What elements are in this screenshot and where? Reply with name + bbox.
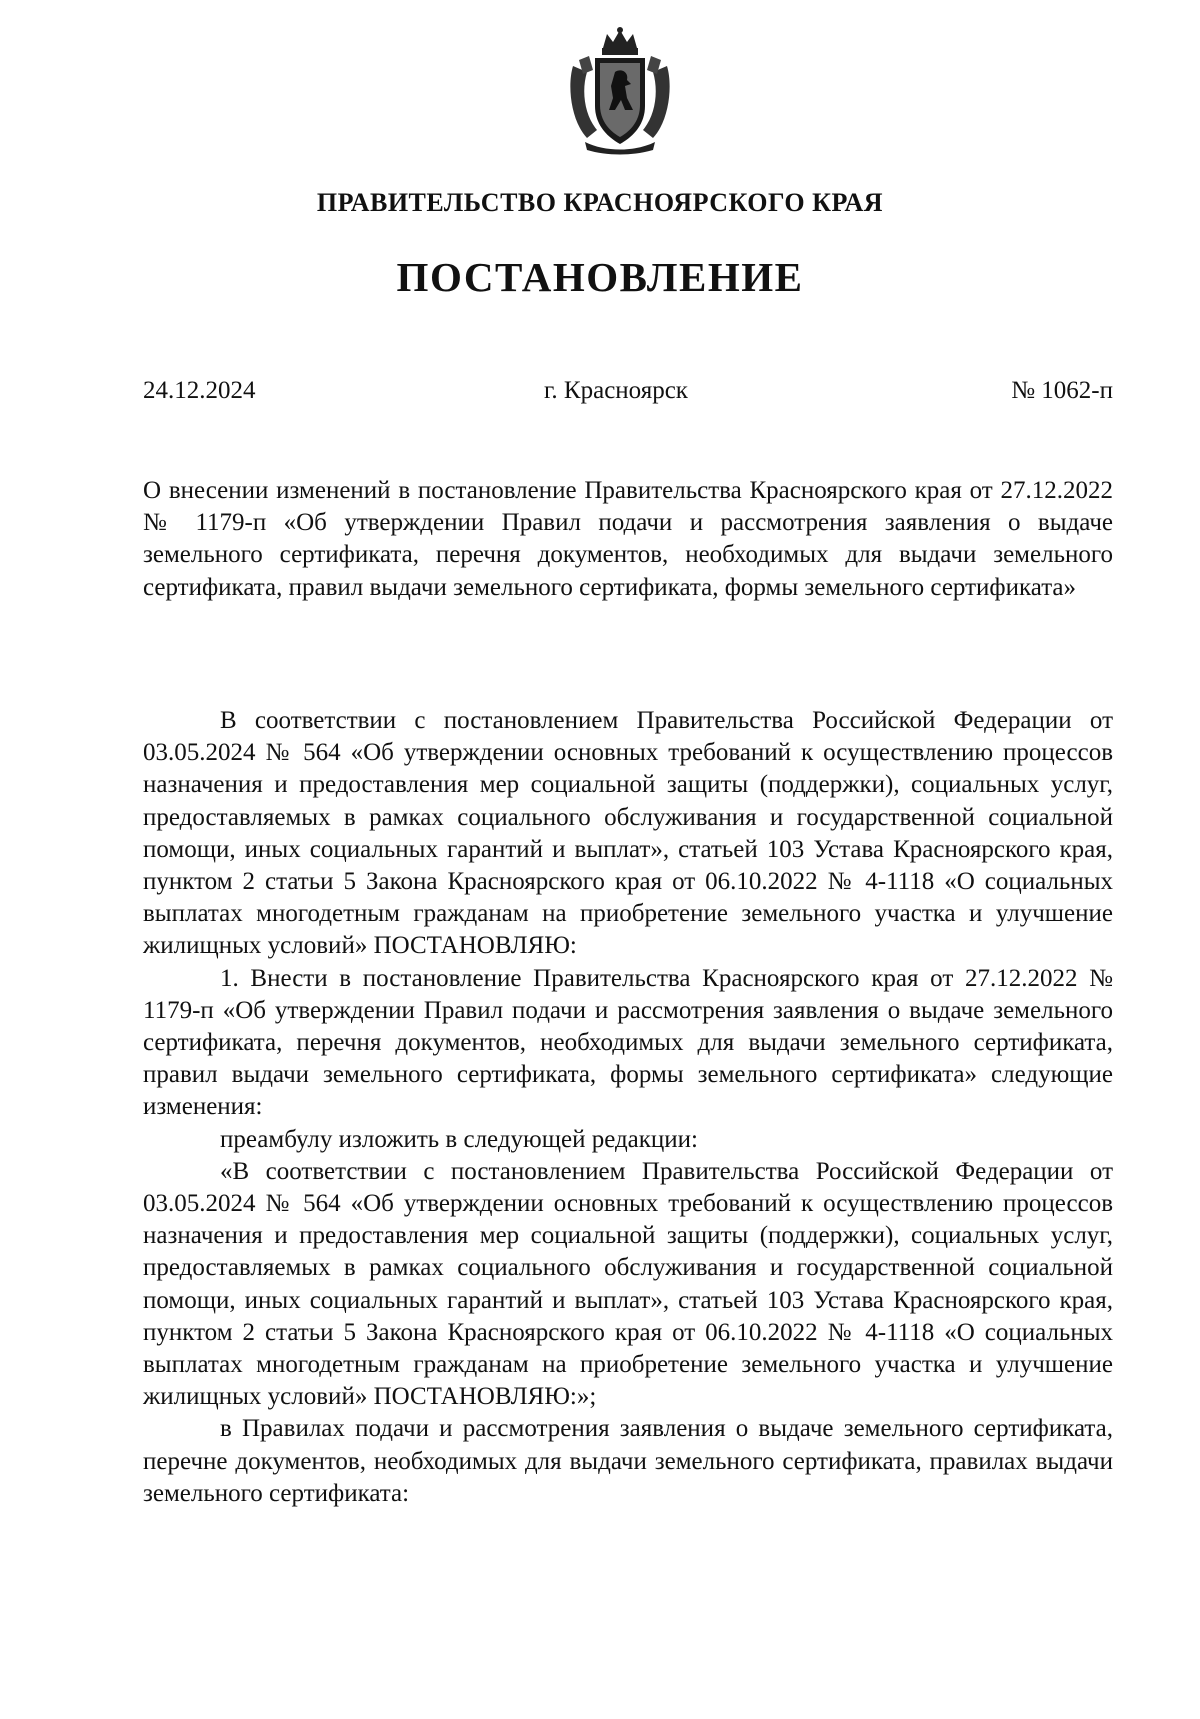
body-paragraph: 1. Внести в постановление Правительства Красноярского края от 27.12.2022 № 1179-п «Об утверждении Правил подачи и рассмотрения заявления о выдаче земельного сертификата, перечня документов, необходимых для выдачи земельного сертификата, правил выдачи земельного сертификата, формы земельного сертификата» следующие изменения:: [143, 964, 1113, 1121]
document-number: № 1062-п: [1011, 377, 1113, 404]
body-paragraph: В соответствии с постановлением Правительства Российской Федерации от 03.05.2024 № 564 «Об утверждении основных требований к осуществлению процессов назначения и предоставления мер социальной защиты (поддержки), социальных услуг, предоставляемых в рамках социального обслуживания и государственной социальной помощи, иных социальных гарантий и выплат», статьей 103 Устава Красноярского края, пунктом 2 статьи 5 Закона Красноярского края от 06.10.2022 № 4-1118 «О социальных выплатах многодетным гражданам на приобретение земельного участка и улучшение жилищных условий» ПОСТАНОВЛЯЮ:: [143, 707, 1113, 960]
coat-of-arms-icon: [565, 26, 675, 156]
body-paragraph: преамбулу изложить в следующей редакции:: [220, 1125, 699, 1153]
body-paragraph: «В соответствии с постановлением Правительства Российской Федерации от 03.05.2024 № 564 «Об утверждении основных требований к осуществлению процессов назначения и предоставления мер социальной защиты (поддержки), социальных услуг, предоставляемых в рамках социального обслуживания и государственной социальной помощи, иных социальных гарантий и выплат», статьей 103 Устава Красноярского края, пунктом 2 статьи 5 Закона Красноярского края от 06.10.2022 № 4-1118 «О социальных выплатах многодетным гражданам на приобретение земельного участка и улучшение жилищных условий» ПОСТАНОВЛЯЮ:»;: [143, 1157, 1113, 1411]
document-city: г. Красноярск: [544, 377, 688, 404]
document-date: 24.12.2024: [143, 377, 256, 404]
body-paragraph: в Правилах подачи и рассмотрения заявления о выдаче земельного сертификата, перечне документов, необходимых для выдачи земельного сертификата, правилах выдачи земельного сертификата:: [143, 1415, 1113, 1507]
document-type-title: ПОСТАНОВЛЕНИЕ: [396, 254, 804, 300]
document-body: [143, 705, 1113, 1510]
document-subject: О внесении изменений в постановление Правительства Красноярского края от 27.12.2022 № 1179-п «Об утверждении Правил подачи и рассмотрения заявления о выдаче земельного сертификата, перечня документов, необходимых для выдачи земельного сертификата, правил выдачи земельного сертификата, формы земельного сертификата»: [143, 477, 1113, 601]
government-name: ПРАВИТЕЛЬСТВО КРАСНОЯРСКОГО КРАЯ: [316, 188, 884, 217]
